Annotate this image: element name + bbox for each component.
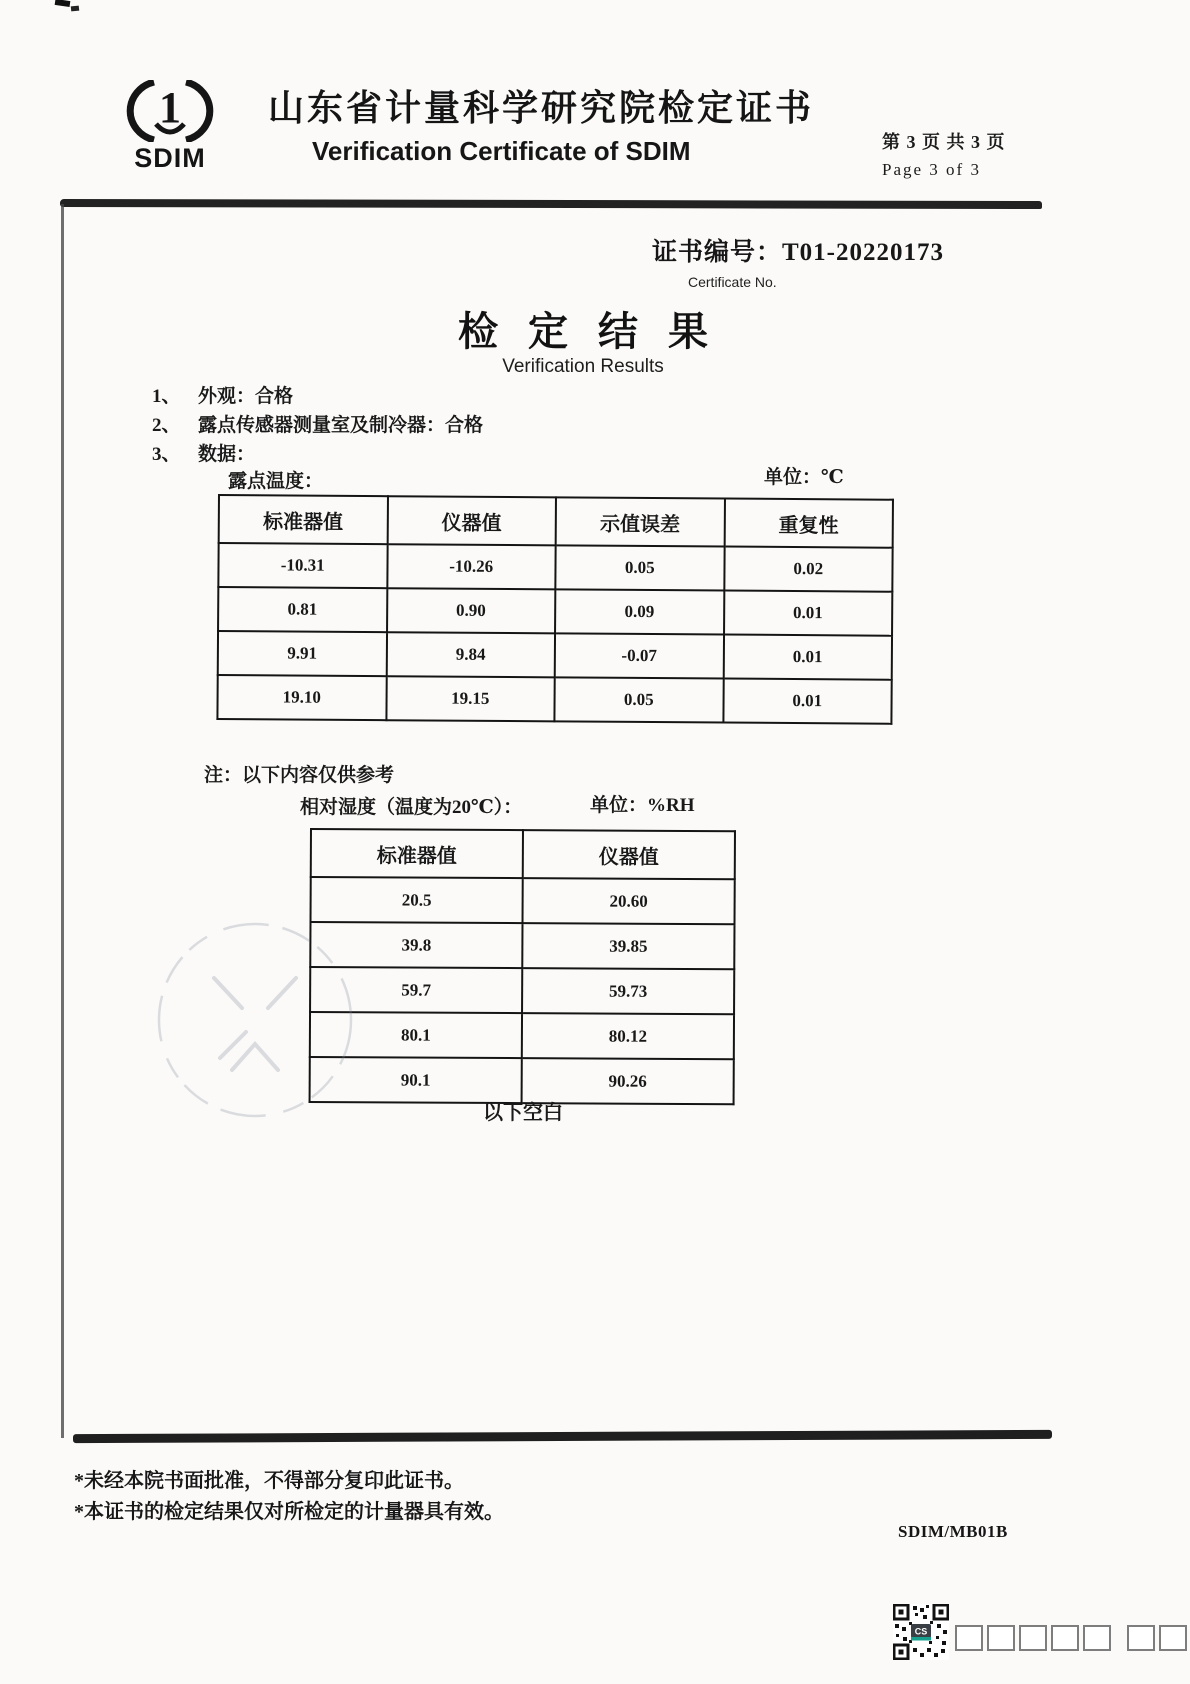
missing-glyph-box xyxy=(1083,1625,1111,1651)
left-edge-line xyxy=(61,204,64,1438)
missing-glyph-box xyxy=(1159,1625,1187,1651)
results-title-cn: 检 定 结 果 xyxy=(458,309,718,354)
table-cell: 9.91 xyxy=(218,631,387,676)
certificate-number-label-en: Certificate No. xyxy=(688,274,777,290)
page-indicator-en: Page 3 of 3 xyxy=(882,160,981,179)
footer-notes xyxy=(74,1466,504,1528)
table-cell: 0.05 xyxy=(554,677,723,722)
table-cell: 20.5 xyxy=(311,877,523,923)
footer-divider-rule xyxy=(73,1430,1052,1443)
sdim-logo-icon xyxy=(122,80,218,142)
table-cell: 59.7 xyxy=(310,967,522,1013)
table-header-row xyxy=(219,495,893,548)
dew-point-table xyxy=(216,494,894,725)
footer-note-line: *本证书的检定结果仅对所检定的计量器具有效。 xyxy=(74,1501,504,1523)
logo-word: SDIM xyxy=(134,143,206,173)
table-cell: 0.09 xyxy=(555,589,724,634)
scan-speck xyxy=(71,6,79,12)
finding-number: 1、 xyxy=(152,386,181,407)
finding-text: 数据： xyxy=(198,444,256,465)
table-header-cell: 仪器值 xyxy=(387,496,556,545)
finding-number: 3、 xyxy=(152,444,181,465)
table-cell: -0.07 xyxy=(555,633,724,678)
table-cell: -10.31 xyxy=(218,543,387,588)
table-cell: 0.01 xyxy=(724,591,893,636)
table-cell: 0.01 xyxy=(723,679,892,724)
results-title-en: Verification Results xyxy=(502,356,664,377)
scan-speck xyxy=(55,0,71,7)
reference-note: 注：以下内容仅供参考 xyxy=(204,765,395,786)
table-row xyxy=(311,877,735,924)
finding-item xyxy=(152,411,483,440)
finding-number: 2、 xyxy=(152,415,181,436)
table-row xyxy=(310,922,734,969)
table-cell: 90.26 xyxy=(522,1058,734,1104)
table-header-row xyxy=(311,829,735,879)
table-cell: 0.05 xyxy=(555,545,724,590)
document-title-en: Verification Certificate of SDIM xyxy=(312,136,691,166)
table-header-cell: 标准器值 xyxy=(311,829,523,878)
table-cell: 80.1 xyxy=(310,1012,522,1058)
table-header-cell: 标准器值 xyxy=(219,495,388,544)
missing-glyph-box xyxy=(1051,1625,1079,1651)
finding-item xyxy=(152,440,483,469)
table-row xyxy=(217,675,891,724)
table-row xyxy=(218,587,892,636)
table-cell: 90.1 xyxy=(310,1057,522,1103)
qr-center-label: CS xyxy=(914,1626,928,1637)
svg-text:1: 1 xyxy=(159,83,181,132)
finding-item xyxy=(152,382,483,411)
footer-note-line: *未经本院书面批准，不得部分复印此证书。 xyxy=(74,1470,464,1492)
humidity-table xyxy=(309,828,736,1105)
table-cell: 59.73 xyxy=(522,968,734,1014)
page-indicator-cn: 第 3 页 共 3 页 xyxy=(882,132,1006,152)
table-cell: 80.12 xyxy=(522,1013,734,1059)
page-indicator xyxy=(882,128,1006,184)
humidity-unit-label: 单位：%RH xyxy=(590,795,695,816)
finding-text: 外观：合格 xyxy=(198,386,294,407)
missing-glyph-box xyxy=(987,1625,1015,1651)
table-cell: 0.01 xyxy=(723,635,892,680)
table-header-cell: 仪器值 xyxy=(523,830,735,879)
table-cell: 0.81 xyxy=(218,587,387,632)
dew-point-unit-label: 单位：℃ xyxy=(764,467,844,488)
finding-text: 露点传感器测量室及制冷器：合格 xyxy=(198,415,484,436)
table-cell: 19.15 xyxy=(386,676,555,721)
table-cell: 39.85 xyxy=(522,923,734,969)
sdim-logo xyxy=(122,80,218,174)
blank-below-text: 以下空白 xyxy=(483,1102,563,1124)
table-cell: 0.02 xyxy=(724,547,893,592)
faint-stamp-icon xyxy=(148,912,362,1130)
table-header-cell: 示值误差 xyxy=(556,497,725,546)
form-code: SDIM/MB01B xyxy=(898,1522,1008,1541)
missing-glyph-boxes xyxy=(955,1625,1190,1651)
table-cell: 20.60 xyxy=(522,878,734,924)
certificate-number: 证书编号：T01-20220173 xyxy=(652,239,945,266)
table-row xyxy=(218,631,892,680)
table-cell: 0.90 xyxy=(387,588,556,633)
table-cell: 9.84 xyxy=(386,632,555,677)
dew-point-caption: 露点温度： xyxy=(228,471,324,492)
missing-glyph-box xyxy=(1127,1625,1155,1651)
missing-glyph-box xyxy=(1019,1625,1047,1651)
table-cell: 39.8 xyxy=(310,922,522,968)
header-divider-rule xyxy=(60,199,1042,209)
table-row xyxy=(218,543,892,592)
table-header-cell: 重复性 xyxy=(724,499,893,548)
document-title-cn: 山东省计量科学研究院检定证书 xyxy=(268,88,815,128)
table-cell: -10.26 xyxy=(387,544,556,589)
findings-list xyxy=(152,382,483,469)
table-row xyxy=(310,1012,734,1059)
qr-code-icon xyxy=(893,1604,949,1660)
missing-glyph-box xyxy=(955,1625,983,1651)
humidity-caption: 相对湿度（温度为20℃）： xyxy=(300,797,523,818)
table-row xyxy=(310,967,734,1014)
table-cell: 19.10 xyxy=(217,675,386,720)
